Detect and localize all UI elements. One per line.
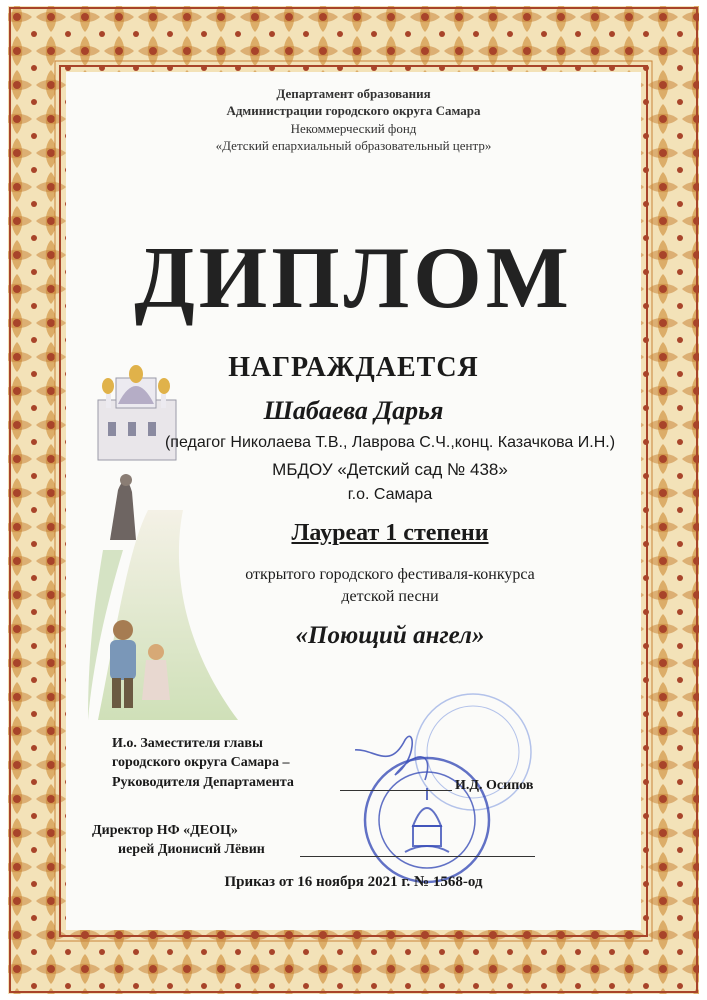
city-line: г.о. Самара (347, 486, 433, 503)
festival-line-1: открытого городского фестиваля-конкурса (245, 566, 535, 583)
deputy-title-line-2: городского округа Самара – (112, 755, 290, 770)
festival-line-2: детской песни (341, 588, 439, 605)
director-name: иерей Дионисий Лёвин (118, 842, 265, 857)
recipient-name: Шабаева Дарья (263, 396, 444, 425)
organization-line: МБДОУ «Детский сад № 438» (272, 460, 508, 479)
diploma-title: ДИПЛОМ (134, 230, 573, 327)
header-fund: Некоммерческий фонд (290, 121, 417, 136)
header-center: «Детский епархиальный образовательный центр» (215, 138, 492, 153)
director-signature-line (300, 856, 535, 857)
award-title: Лауреат 1 степени (291, 520, 489, 546)
deputy-name: И.Д. Осипов (455, 778, 534, 793)
director-title: Директор НФ «ДЕОЦ» (92, 823, 238, 838)
header-administration: Администрации городского округа Самара (226, 103, 481, 118)
festival-name: «Поющий ангел» (295, 622, 485, 649)
awarded-heading: НАГРАЖДАЕТСЯ (228, 352, 479, 383)
teachers-line: (педагог Николаева Т.В., Лаврова С.Ч.,конц. Казачкова И.Н.) (164, 434, 616, 451)
order-line: Приказ от 16 ноября 2021 г. № 1568-од (224, 874, 483, 890)
deputy-signature-line (340, 790, 452, 791)
deputy-title-line-1: И.о. Заместителя главы (112, 736, 263, 751)
header-department: Департамент образования (276, 86, 431, 101)
deputy-title-line-3: Руководителя Департамента (112, 775, 294, 790)
